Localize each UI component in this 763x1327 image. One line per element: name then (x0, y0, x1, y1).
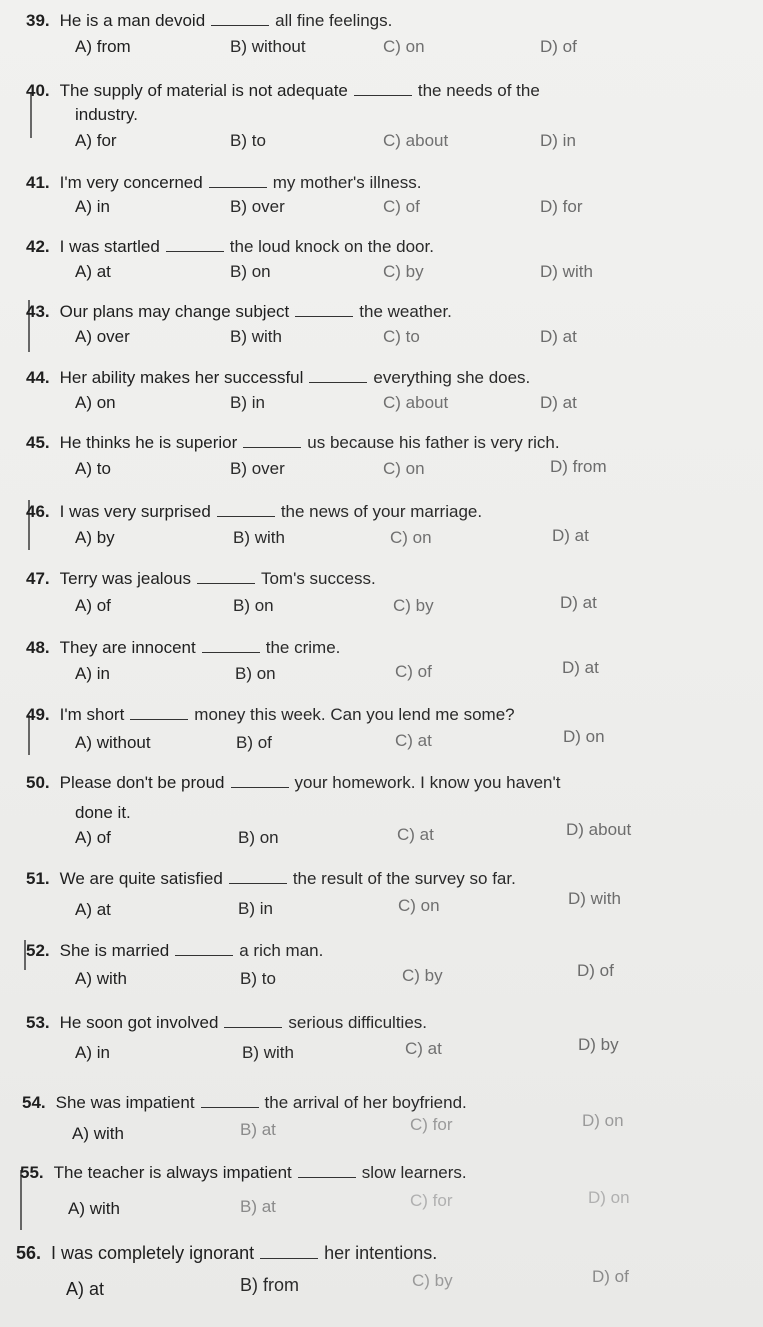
question-number: 49. (26, 705, 50, 724)
stem-after-blank: us because his father is very rich. (307, 433, 560, 452)
question-stem (26, 1012, 427, 1034)
option-c[interactable]: C) on (383, 459, 425, 478)
stem-before-blank: We are quite satisfied (59, 869, 223, 888)
answer-blank[interactable] (243, 433, 301, 448)
option-d[interactable]: D) for (540, 197, 583, 216)
answer-blank[interactable] (209, 173, 267, 188)
answer-blank[interactable] (260, 1244, 318, 1259)
option-a[interactable]: A) without (75, 733, 151, 752)
option-c[interactable]: C) by (383, 262, 424, 281)
option-c[interactable]: C) on (398, 896, 440, 915)
option-d[interactable]: D) on (588, 1188, 630, 1207)
option-a[interactable]: A) at (66, 1279, 105, 1299)
stem-before-blank: He soon got involved (59, 1013, 219, 1032)
option-c[interactable]: C) at (395, 731, 432, 750)
option-b[interactable]: B) at (240, 1120, 276, 1139)
stem-before-blank: I'm very concerned (59, 173, 203, 192)
stem-before-blank: The teacher is always impatient (53, 1163, 292, 1182)
option-a[interactable]: A) in (75, 1043, 110, 1062)
answer-blank[interactable] (231, 773, 289, 788)
option-d[interactable]: D) at (540, 327, 577, 346)
question-stem (26, 868, 516, 890)
option-b[interactable]: B) to (230, 131, 266, 150)
option-b[interactable]: B) on (233, 596, 274, 615)
answer-blank[interactable] (217, 502, 275, 517)
question-number: 51. (26, 869, 50, 888)
option-d[interactable]: D) by (578, 1035, 619, 1054)
option-a[interactable]: A) at (75, 262, 111, 281)
answer-blank[interactable] (197, 569, 255, 584)
question-number: 39. (26, 11, 50, 30)
question-number: 41. (26, 173, 50, 192)
question-stem (26, 10, 392, 32)
option-c[interactable]: C) of (395, 662, 432, 681)
option-c[interactable]: C) at (405, 1039, 442, 1058)
question-number: 42. (26, 237, 50, 256)
question-number: 50. (26, 773, 50, 792)
option-b[interactable]: B) from (240, 1275, 300, 1295)
question-stem (26, 704, 515, 726)
stem-after-blank: slow learners. (361, 1163, 467, 1182)
stem-after-blank: Tom's success. (260, 569, 376, 588)
question-stem (26, 501, 482, 523)
answer-blank[interactable] (309, 368, 367, 383)
stem-after-blank: money this week. Can you lend me some? (194, 705, 515, 724)
option-a[interactable]: A) over (75, 327, 130, 346)
option-d[interactable]: D) at (540, 393, 577, 412)
option-b[interactable]: B) with (233, 528, 285, 547)
answer-blank[interactable] (354, 81, 412, 96)
question-number: 55. (20, 1163, 44, 1182)
question-stem (26, 80, 540, 102)
option-c[interactable]: C) by (402, 966, 443, 985)
option-c[interactable]: C) of (383, 197, 420, 216)
question-stem (26, 568, 376, 590)
stem-after-blank: the crime. (265, 638, 341, 657)
stem-after-blank: everything she does. (373, 368, 531, 387)
answer-blank[interactable] (211, 11, 269, 26)
option-d[interactable]: D) at (562, 658, 599, 677)
option-a[interactable]: A) by (75, 528, 115, 547)
stem-before-blank: He is a man devoid (59, 11, 206, 30)
question-stem (26, 172, 421, 194)
stem-after-blank: the result of the survey so far. (292, 869, 516, 888)
question-stem (26, 236, 434, 258)
stem-before-blank: Our plans may change subject (59, 302, 290, 321)
question-stem (26, 637, 340, 659)
option-d[interactable]: D) of (592, 1267, 629, 1286)
stem-before-blank: Her ability makes her successful (59, 368, 304, 387)
answer-blank[interactable] (166, 237, 224, 252)
stem-after-blank: the arrival of her boyfriend. (264, 1093, 467, 1112)
stem-before-blank: She is married (59, 941, 170, 960)
question-number: 56. (16, 1243, 42, 1263)
question-stem (26, 940, 323, 962)
option-a[interactable]: A) from (75, 37, 131, 56)
question-stem (26, 432, 560, 454)
question-stem (26, 301, 452, 323)
option-d[interactable]: D) of (540, 37, 577, 56)
question-number: 53. (26, 1013, 50, 1032)
stem-before-blank: She was impatient (55, 1093, 195, 1112)
option-c[interactable]: C) on (383, 37, 425, 56)
stem-continuation: industry. (75, 105, 138, 124)
stem-after-blank: the loud knock on the door. (229, 237, 434, 256)
option-b[interactable]: B) without (230, 37, 306, 56)
option-d[interactable]: D) with (540, 262, 593, 281)
stem-before-blank: I was very surprised (59, 502, 211, 521)
question-number: 44. (26, 368, 50, 387)
option-c[interactable]: C) by (393, 596, 434, 615)
answer-blank[interactable] (298, 1163, 356, 1178)
question-number: 46. (26, 502, 50, 521)
option-b[interactable]: B) in (230, 393, 265, 412)
stem-after-blank: a rich man. (239, 941, 324, 960)
stem-after-blank: my mother's illness. (272, 173, 422, 192)
stem-after-blank: all fine feelings. (275, 11, 393, 30)
option-d[interactable]: D) from (550, 457, 607, 476)
option-a[interactable]: A) with (68, 1199, 120, 1218)
question-stem (22, 1092, 467, 1114)
option-a[interactable]: A) in (75, 197, 110, 216)
option-d[interactable]: D) with (568, 889, 621, 908)
option-a[interactable]: A) of (75, 828, 111, 847)
option-a[interactable]: A) with (72, 1124, 124, 1143)
option-b[interactable]: B) over (230, 197, 285, 216)
option-b[interactable]: B) with (242, 1043, 294, 1062)
stem-before-blank: Terry was jealous (59, 569, 191, 588)
option-a[interactable]: A) on (75, 393, 116, 412)
stem-continuation: done it. (75, 803, 131, 822)
answer-blank[interactable] (295, 302, 353, 317)
stem-after-blank: the weather. (359, 302, 452, 321)
option-c[interactable]: C) about (383, 393, 449, 412)
stem-after-blank: your homework. I know you haven't (294, 773, 561, 792)
question-stem (16, 1242, 437, 1264)
option-b[interactable]: B) on (235, 664, 276, 683)
stem-before-blank: I was completely ignorant (51, 1243, 255, 1263)
option-c[interactable]: C) for (410, 1115, 453, 1134)
option-b[interactable]: B) to (240, 969, 276, 988)
question-number: 47. (26, 569, 50, 588)
option-d[interactable]: D) in (540, 131, 576, 150)
question-stem (20, 1162, 467, 1184)
question-stem (26, 367, 530, 389)
stem-before-blank: He thinks he is superior (59, 433, 238, 452)
option-c[interactable]: C) at (397, 825, 434, 844)
question-number: 45. (26, 433, 50, 452)
stem-before-blank: The supply of material is not adequate (59, 81, 348, 100)
answer-blank[interactable] (224, 1013, 282, 1028)
stem-before-blank: They are innocent (59, 638, 196, 657)
stem-before-blank: I was startled (59, 237, 160, 256)
question-stem (26, 772, 560, 794)
option-a[interactable]: A) at (75, 900, 111, 919)
option-d[interactable]: D) at (552, 526, 589, 545)
option-b[interactable]: B) in (238, 899, 273, 918)
stem-after-blank: the news of your marriage. (280, 502, 483, 521)
option-a[interactable]: A) to (75, 459, 111, 478)
answer-blank[interactable] (175, 941, 233, 956)
question-number: 40. (26, 81, 50, 100)
option-b[interactable]: B) with (230, 327, 282, 346)
question-number: 48. (26, 638, 50, 657)
stem-before-blank: Please don't be proud (59, 773, 225, 792)
answer-blank[interactable] (202, 638, 260, 653)
option-b[interactable]: B) of (236, 733, 272, 752)
option-d[interactable]: D) about (566, 820, 632, 839)
option-b[interactable]: B) over (230, 459, 285, 478)
answer-blank[interactable] (229, 869, 287, 884)
stem-after-blank: serious difficulties. (288, 1013, 428, 1032)
question-number: 52. (26, 941, 50, 960)
option-a[interactable]: A) with (75, 969, 127, 988)
option-b[interactable]: B) on (230, 262, 271, 281)
option-d[interactable]: D) on (563, 727, 605, 746)
option-a[interactable]: A) of (75, 596, 111, 615)
answer-blank[interactable] (130, 705, 188, 720)
option-c[interactable]: C) about (383, 131, 449, 150)
option-d[interactable]: D) at (560, 593, 597, 612)
option-d[interactable]: D) on (582, 1111, 624, 1130)
option-a[interactable]: A) in (75, 664, 110, 683)
stem-after-blank: her intentions. (324, 1243, 438, 1263)
question-number: 54. (22, 1093, 46, 1112)
question-number: 43. (26, 302, 50, 321)
option-b[interactable]: B) on (238, 828, 279, 847)
stem-after-blank: the needs of the (417, 81, 540, 100)
option-a[interactable]: A) for (75, 131, 117, 150)
option-c[interactable]: C) by (412, 1271, 453, 1290)
stem-before-blank: I'm short (59, 705, 125, 724)
answer-blank[interactable] (201, 1093, 259, 1108)
option-c[interactable]: C) on (390, 528, 432, 547)
option-b[interactable]: B) at (240, 1197, 276, 1216)
option-d[interactable]: D) of (577, 961, 614, 980)
option-c[interactable]: C) to (383, 327, 420, 346)
option-c[interactable]: C) for (410, 1191, 453, 1210)
